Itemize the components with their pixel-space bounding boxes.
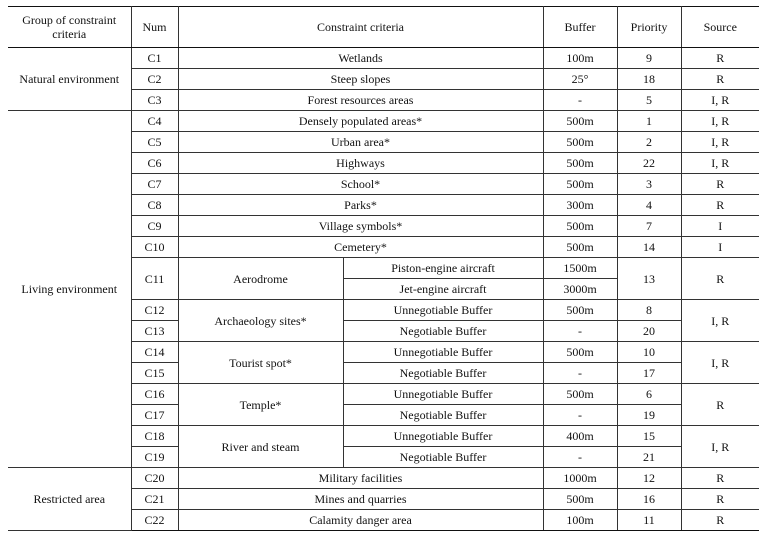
cell-priority: 7 — [617, 216, 681, 237]
cell-criteria: River and steam — [178, 426, 343, 468]
cell-num: C18 — [131, 426, 178, 447]
cell-num: C5 — [131, 132, 178, 153]
cell-priority: 6 — [617, 384, 681, 405]
cell-priority: 3 — [617, 174, 681, 195]
cell-priority: 22 — [617, 153, 681, 174]
cell-buffer: 300m — [543, 195, 617, 216]
header-group: Group of constraint criteria — [8, 7, 131, 48]
cell-criteria: Densely populated areas* — [178, 111, 543, 132]
cell-subcriteria: Jet-engine aircraft — [343, 279, 543, 300]
table-header-row — [8, 7, 759, 48]
group-living-environment: Living environment — [8, 111, 131, 468]
cell-buffer: 1000m — [543, 468, 617, 489]
cell-num: C3 — [131, 90, 178, 111]
header-buffer: Buffer — [543, 7, 617, 48]
cell-priority: 19 — [617, 405, 681, 426]
cell-priority: 5 — [617, 90, 681, 111]
cell-criteria: School* — [178, 174, 543, 195]
cell-subcriteria: Unnegotiable Buffer — [343, 384, 543, 405]
cell-num: C22 — [131, 510, 178, 531]
cell-num: C16 — [131, 384, 178, 405]
cell-source: I, R — [681, 300, 759, 342]
cell-buffer: 100m — [543, 510, 617, 531]
cell-criteria: Military facilities — [178, 468, 543, 489]
cell-priority: 9 — [617, 48, 681, 69]
cell-source: R — [681, 195, 759, 216]
cell-num: C2 — [131, 69, 178, 90]
cell-priority: 15 — [617, 426, 681, 447]
cell-num: C13 — [131, 321, 178, 342]
cell-criteria: Wetlands — [178, 48, 543, 69]
cell-source: I, R — [681, 426, 759, 468]
cell-priority: 14 — [617, 237, 681, 258]
cell-priority: 17 — [617, 363, 681, 384]
constraint-criteria-table-wrapper — [8, 6, 759, 531]
cell-buffer: - — [543, 321, 617, 342]
cell-criteria: Temple* — [178, 384, 343, 426]
cell-criteria: Cemetery* — [178, 237, 543, 258]
cell-buffer: - — [543, 405, 617, 426]
cell-priority: 13 — [617, 258, 681, 300]
cell-source: R — [681, 384, 759, 426]
cell-subcriteria: Piston-engine aircraft — [343, 258, 543, 279]
cell-buffer: - — [543, 90, 617, 111]
cell-criteria: Mines and quarries — [178, 489, 543, 510]
cell-criteria: Highways — [178, 153, 543, 174]
cell-priority: 20 — [617, 321, 681, 342]
cell-buffer: 500m — [543, 489, 617, 510]
cell-source: I, R — [681, 153, 759, 174]
cell-criteria: Tourist spot* — [178, 342, 343, 384]
cell-num: C4 — [131, 111, 178, 132]
cell-buffer: 25° — [543, 69, 617, 90]
group-restricted-area: Restricted area — [8, 468, 131, 531]
constraint-criteria-table — [8, 6, 759, 531]
header-criteria: Constraint criteria — [178, 7, 543, 48]
cell-priority: 2 — [617, 132, 681, 153]
cell-buffer: 500m — [543, 216, 617, 237]
cell-num: C1 — [131, 48, 178, 69]
cell-priority: 12 — [617, 468, 681, 489]
table-row — [8, 468, 759, 489]
cell-criteria: Parks* — [178, 195, 543, 216]
cell-subcriteria: Negotiable Buffer — [343, 447, 543, 468]
cell-num: C6 — [131, 153, 178, 174]
header-priority: Priority — [617, 7, 681, 48]
cell-source: I, R — [681, 90, 759, 111]
cell-num: C7 — [131, 174, 178, 195]
cell-source: I, R — [681, 342, 759, 384]
cell-buffer: - — [543, 447, 617, 468]
cell-subcriteria: Negotiable Buffer — [343, 405, 543, 426]
cell-source: R — [681, 258, 759, 300]
cell-num: C17 — [131, 405, 178, 426]
cell-buffer: 500m — [543, 237, 617, 258]
cell-criteria: Forest resources areas — [178, 90, 543, 111]
cell-num: C9 — [131, 216, 178, 237]
cell-num: C10 — [131, 237, 178, 258]
cell-subcriteria: Negotiable Buffer — [343, 363, 543, 384]
cell-source: R — [681, 510, 759, 531]
cell-priority: 11 — [617, 510, 681, 531]
cell-num: C20 — [131, 468, 178, 489]
cell-source: I — [681, 216, 759, 237]
cell-subcriteria: Unnegotiable Buffer — [343, 342, 543, 363]
cell-num: C15 — [131, 363, 178, 384]
cell-num: C11 — [131, 258, 178, 300]
cell-num: C8 — [131, 195, 178, 216]
cell-priority: 1 — [617, 111, 681, 132]
cell-source: R — [681, 468, 759, 489]
cell-buffer: 500m — [543, 342, 617, 363]
cell-criteria: Urban area* — [178, 132, 543, 153]
cell-source: I, R — [681, 111, 759, 132]
cell-subcriteria: Unnegotiable Buffer — [343, 426, 543, 447]
cell-source: R — [681, 174, 759, 195]
cell-num: C14 — [131, 342, 178, 363]
cell-source: I, R — [681, 132, 759, 153]
cell-buffer: 500m — [543, 300, 617, 321]
cell-priority: 4 — [617, 195, 681, 216]
cell-priority: 16 — [617, 489, 681, 510]
header-num: Num — [131, 7, 178, 48]
cell-source: R — [681, 69, 759, 90]
group-natural-environment: Natural environment — [8, 48, 131, 111]
table-row — [8, 48, 759, 69]
cell-criteria: Archaeology sites* — [178, 300, 343, 342]
cell-criteria: Steep slopes — [178, 69, 543, 90]
cell-criteria: Village symbols* — [178, 216, 543, 237]
cell-priority: 8 — [617, 300, 681, 321]
cell-source: R — [681, 489, 759, 510]
cell-num: C19 — [131, 447, 178, 468]
header-source: Source — [681, 7, 759, 48]
cell-subcriteria: Unnegotiable Buffer — [343, 300, 543, 321]
cell-source: I — [681, 237, 759, 258]
cell-buffer: 400m — [543, 426, 617, 447]
cell-buffer: 500m — [543, 174, 617, 195]
cell-buffer: 3000m — [543, 279, 617, 300]
cell-buffer: 500m — [543, 111, 617, 132]
cell-subcriteria: Negotiable Buffer — [343, 321, 543, 342]
cell-source: R — [681, 48, 759, 69]
cell-buffer: 500m — [543, 132, 617, 153]
cell-criteria: Aerodrome — [178, 258, 343, 300]
cell-num: C12 — [131, 300, 178, 321]
cell-buffer: - — [543, 363, 617, 384]
cell-buffer: 500m — [543, 384, 617, 405]
cell-criteria: Calamity danger area — [178, 510, 543, 531]
cell-priority: 18 — [617, 69, 681, 90]
cell-buffer: 500m — [543, 153, 617, 174]
cell-priority: 21 — [617, 447, 681, 468]
cell-buffer: 100m — [543, 48, 617, 69]
cell-buffer: 1500m — [543, 258, 617, 279]
cell-num: C21 — [131, 489, 178, 510]
cell-priority: 10 — [617, 342, 681, 363]
table-row — [8, 111, 759, 132]
